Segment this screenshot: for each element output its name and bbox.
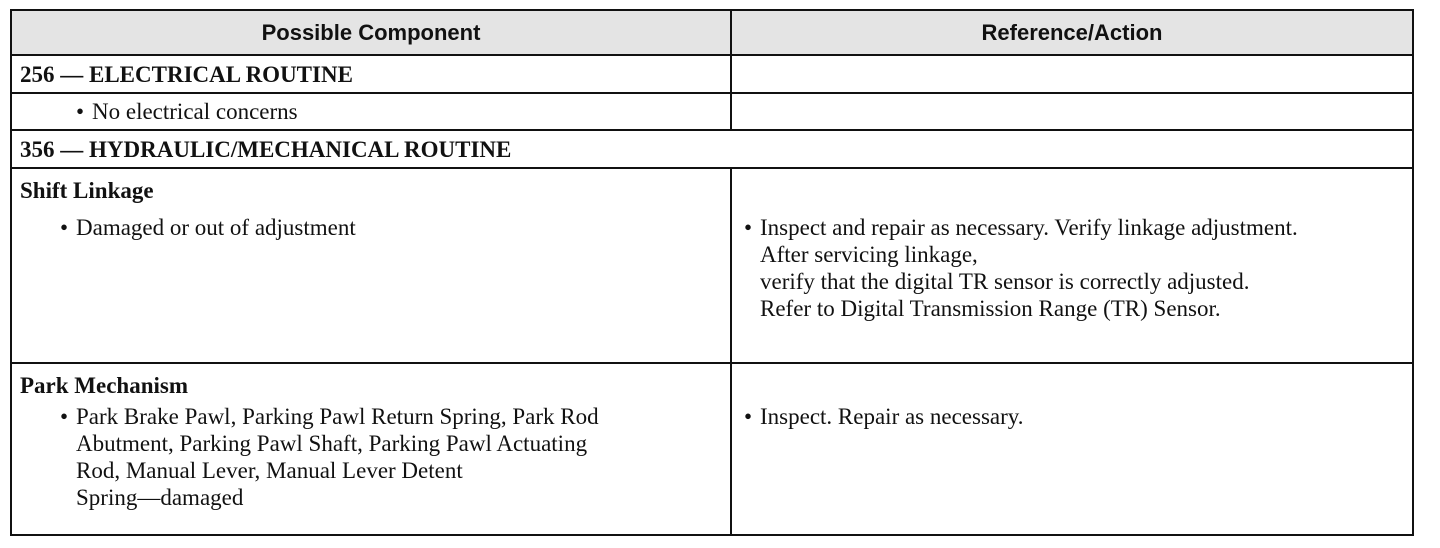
component-text: Damaged or out of adjustment [76, 215, 356, 240]
empty-cell [732, 56, 1412, 92]
action-cell [732, 169, 1412, 362]
list-item [20, 403, 730, 511]
component-line: Abutment, Parking Pawl Shaft, Parking Pawl Actuating [76, 431, 588, 456]
bullet-glyph: • [60, 215, 69, 240]
component-cell [12, 169, 732, 362]
table-row-electrical-item [12, 92, 1412, 129]
header-reference-action: Reference/Action [981, 19, 1163, 45]
section-row-electrical [12, 54, 1412, 92]
section-title-hydraulic: 356 — HYDRAULIC/MECHANICAL ROUTINE [20, 136, 512, 162]
table-header-row [12, 11, 1412, 54]
empty-cell [732, 94, 1412, 129]
list-item [20, 214, 730, 241]
bullet-glyph: • [744, 215, 753, 240]
component-cell [12, 94, 732, 129]
component-heading-park-mechanism: Park Mechanism [20, 373, 189, 398]
component-text: No electrical concerns [92, 99, 298, 124]
bullet-glyph: • [744, 404, 753, 429]
component-line: Park Brake Pawl, Parking Pawl Return Spring, Park Rod [76, 404, 599, 429]
list-item [20, 98, 308, 125]
header-possible-component: Possible Component [12, 11, 732, 54]
action-line: verify that the digital TR sensor is correctly adjusted. [760, 269, 1250, 294]
action-text: Inspect. Repair as necessary. [760, 404, 1024, 429]
diagnostic-table [10, 9, 1414, 536]
action-line: Refer to Digital Transmission Range (TR) Sensor. [760, 296, 1221, 321]
list-item [744, 403, 1412, 430]
action-line: Inspect and repair as necessary. Verify linkage adjustment. [760, 215, 1298, 240]
table-row-park-mechanism [12, 362, 1412, 534]
bullet-glyph: • [76, 99, 85, 124]
component-line: Spring—damaged [76, 485, 244, 510]
list-item [744, 214, 1412, 268]
component-line: Rod, Manual Lever, Manual Lever Detent [76, 458, 463, 483]
action-cell [732, 364, 1412, 534]
component-cell [12, 364, 732, 534]
section-title-electrical: 256 — ELECTRICAL ROUTINE [12, 56, 732, 92]
action-line: After servicing linkage, [760, 242, 978, 267]
table-row-shift-linkage [12, 167, 1412, 362]
bullet-glyph: • [60, 404, 69, 429]
component-heading-shift-linkage: Shift Linkage [20, 178, 154, 203]
section-row-hydraulic [12, 129, 1412, 167]
